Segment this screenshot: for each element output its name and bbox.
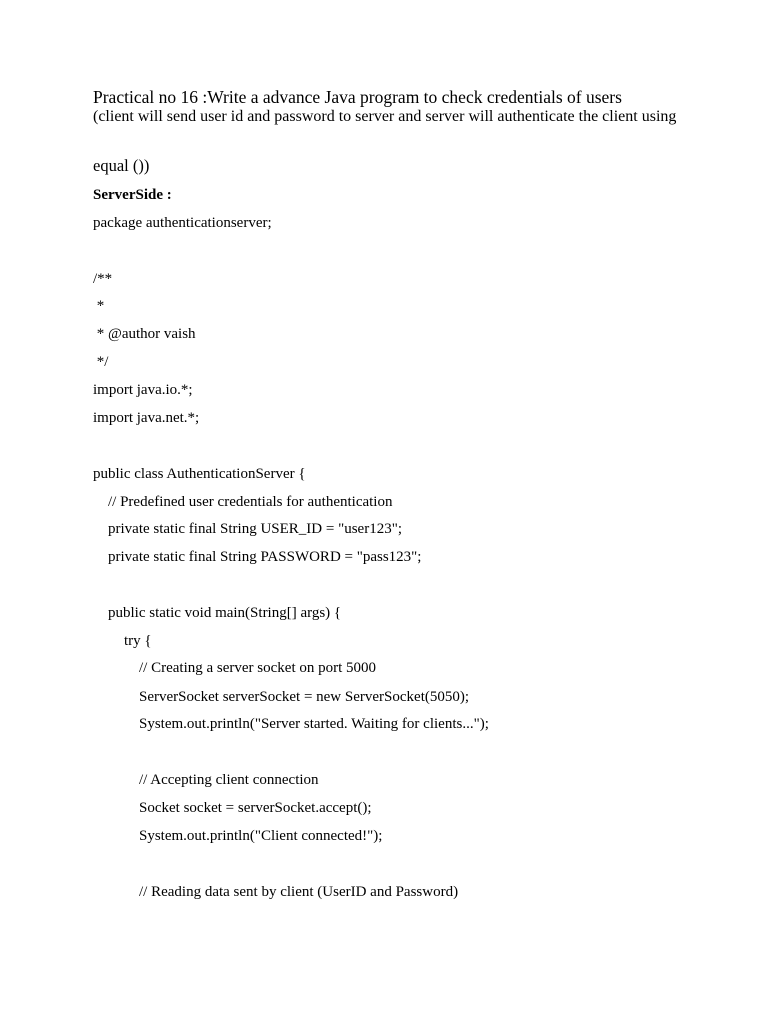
code-line-comment-open: /** [93,271,113,287]
section-label: ServerSide : [93,187,172,203]
code-line-class-decl: public class AuthenticationServer { [93,466,306,482]
code-line-comment-create-socket: // Creating a server socket on port 5000 [139,660,377,676]
code-line-server-socket: ServerSocket serverSocket = new ServerSocket(5050); [139,689,470,705]
code-line-socket-accept: Socket socket = serverSocket.accept(); [139,800,372,816]
practical-heading [93,87,683,127]
code-line-user-id: private static final String USER_ID = "user123"; [108,521,402,537]
code-line-password: private static final String PASSWORD = "pass123"; [108,549,422,565]
code-line-comment-close: */ [93,354,109,370]
code-line-main-decl: public static void main(String[] args) { [108,605,342,621]
code-line-comment-predefined: // Predefined user credentials for authentication [108,494,393,510]
practical-subtitle: (client will send user id and password to server and server will authenticate the client using [93,108,677,125]
code-line-print-started: System.out.println("Server started. Waiting for clients..."); [139,716,489,732]
practical-title: Practical no 16 :Write a advance Java program to check credentials of users [93,87,622,107]
code-line-print-connected: System.out.println("Client connected!"); [139,828,383,844]
intro-line: equal ()) [93,156,150,175]
code-line-try-open: try { [124,633,152,649]
code-line-comment-star: * [93,298,105,314]
code-line-comment-author: * @author vaish [93,326,196,342]
code-line-import-io: import java.io.*; [93,382,193,398]
code-line-import-net: import java.net.*; [93,410,200,426]
code-line-comment-reading: // Reading data sent by client (UserID and Password) [139,884,459,900]
code-line-package: package authenticationserver; [93,215,272,231]
code-line-comment-accept: // Accepting client connection [139,772,319,788]
